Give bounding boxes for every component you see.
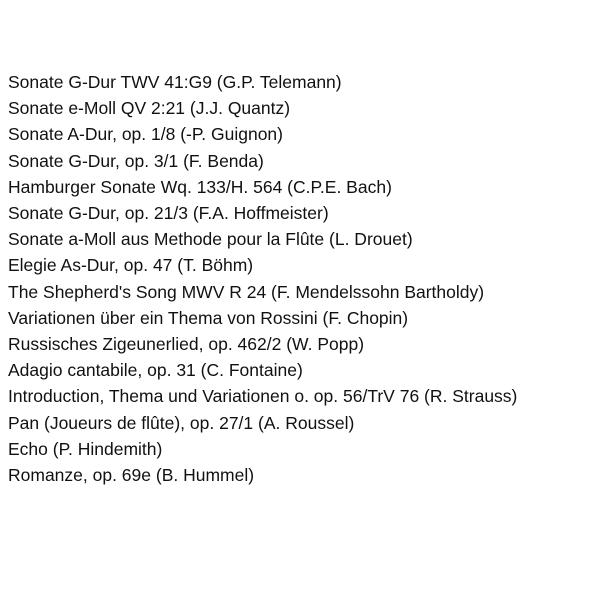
- work-item: The Shepherd's Song MWV R 24 (F. Mendelssohn Bartholdy): [8, 281, 485, 302]
- work-item: Sonate e-Moll QV 2:21 (J.J. Quantz): [8, 98, 291, 119]
- work-item: Elegie As-Dur, op. 47 (T. Böhm): [8, 255, 254, 276]
- work-item: Adagio cantabile, op. 31 (C. Fontaine): [8, 360, 303, 381]
- work-item: Pan (Joueurs de flûte), op. 27/1 (A. Roussel): [8, 412, 355, 433]
- work-item: Introduction, Thema und Variationen o. op. 56/TrV 76 (R. Strauss): [8, 386, 518, 407]
- works-list: [8, 69, 593, 488]
- work-item: Sonate a-Moll aus Methode pour la Flûte (L. Drouet): [8, 229, 413, 250]
- work-item: Hamburger Sonate Wq. 133/H. 564 (C.P.E. Bach): [8, 176, 392, 197]
- work-item: Sonate G-Dur, op. 3/1 (F. Benda): [8, 150, 264, 171]
- work-item: Variationen über ein Thema von Rossini (F. Chopin): [8, 307, 409, 328]
- work-item: Sonate A-Dur, op. 1/8 (-P. Guignon): [8, 124, 283, 145]
- work-item: Echo (P. Hindemith): [8, 438, 163, 459]
- work-item: Romanze, op. 69e (B. Hummel): [8, 465, 255, 486]
- work-item: Sonate G-Dur TWV 41:G9 (G.P. Telemann): [8, 72, 342, 92]
- work-item: Russisches Zigeunerlied, op. 462/2 (W. Popp): [8, 334, 365, 355]
- work-item: Sonate G-Dur, op. 21/3 (F.A. Hoffmeister): [8, 203, 329, 224]
